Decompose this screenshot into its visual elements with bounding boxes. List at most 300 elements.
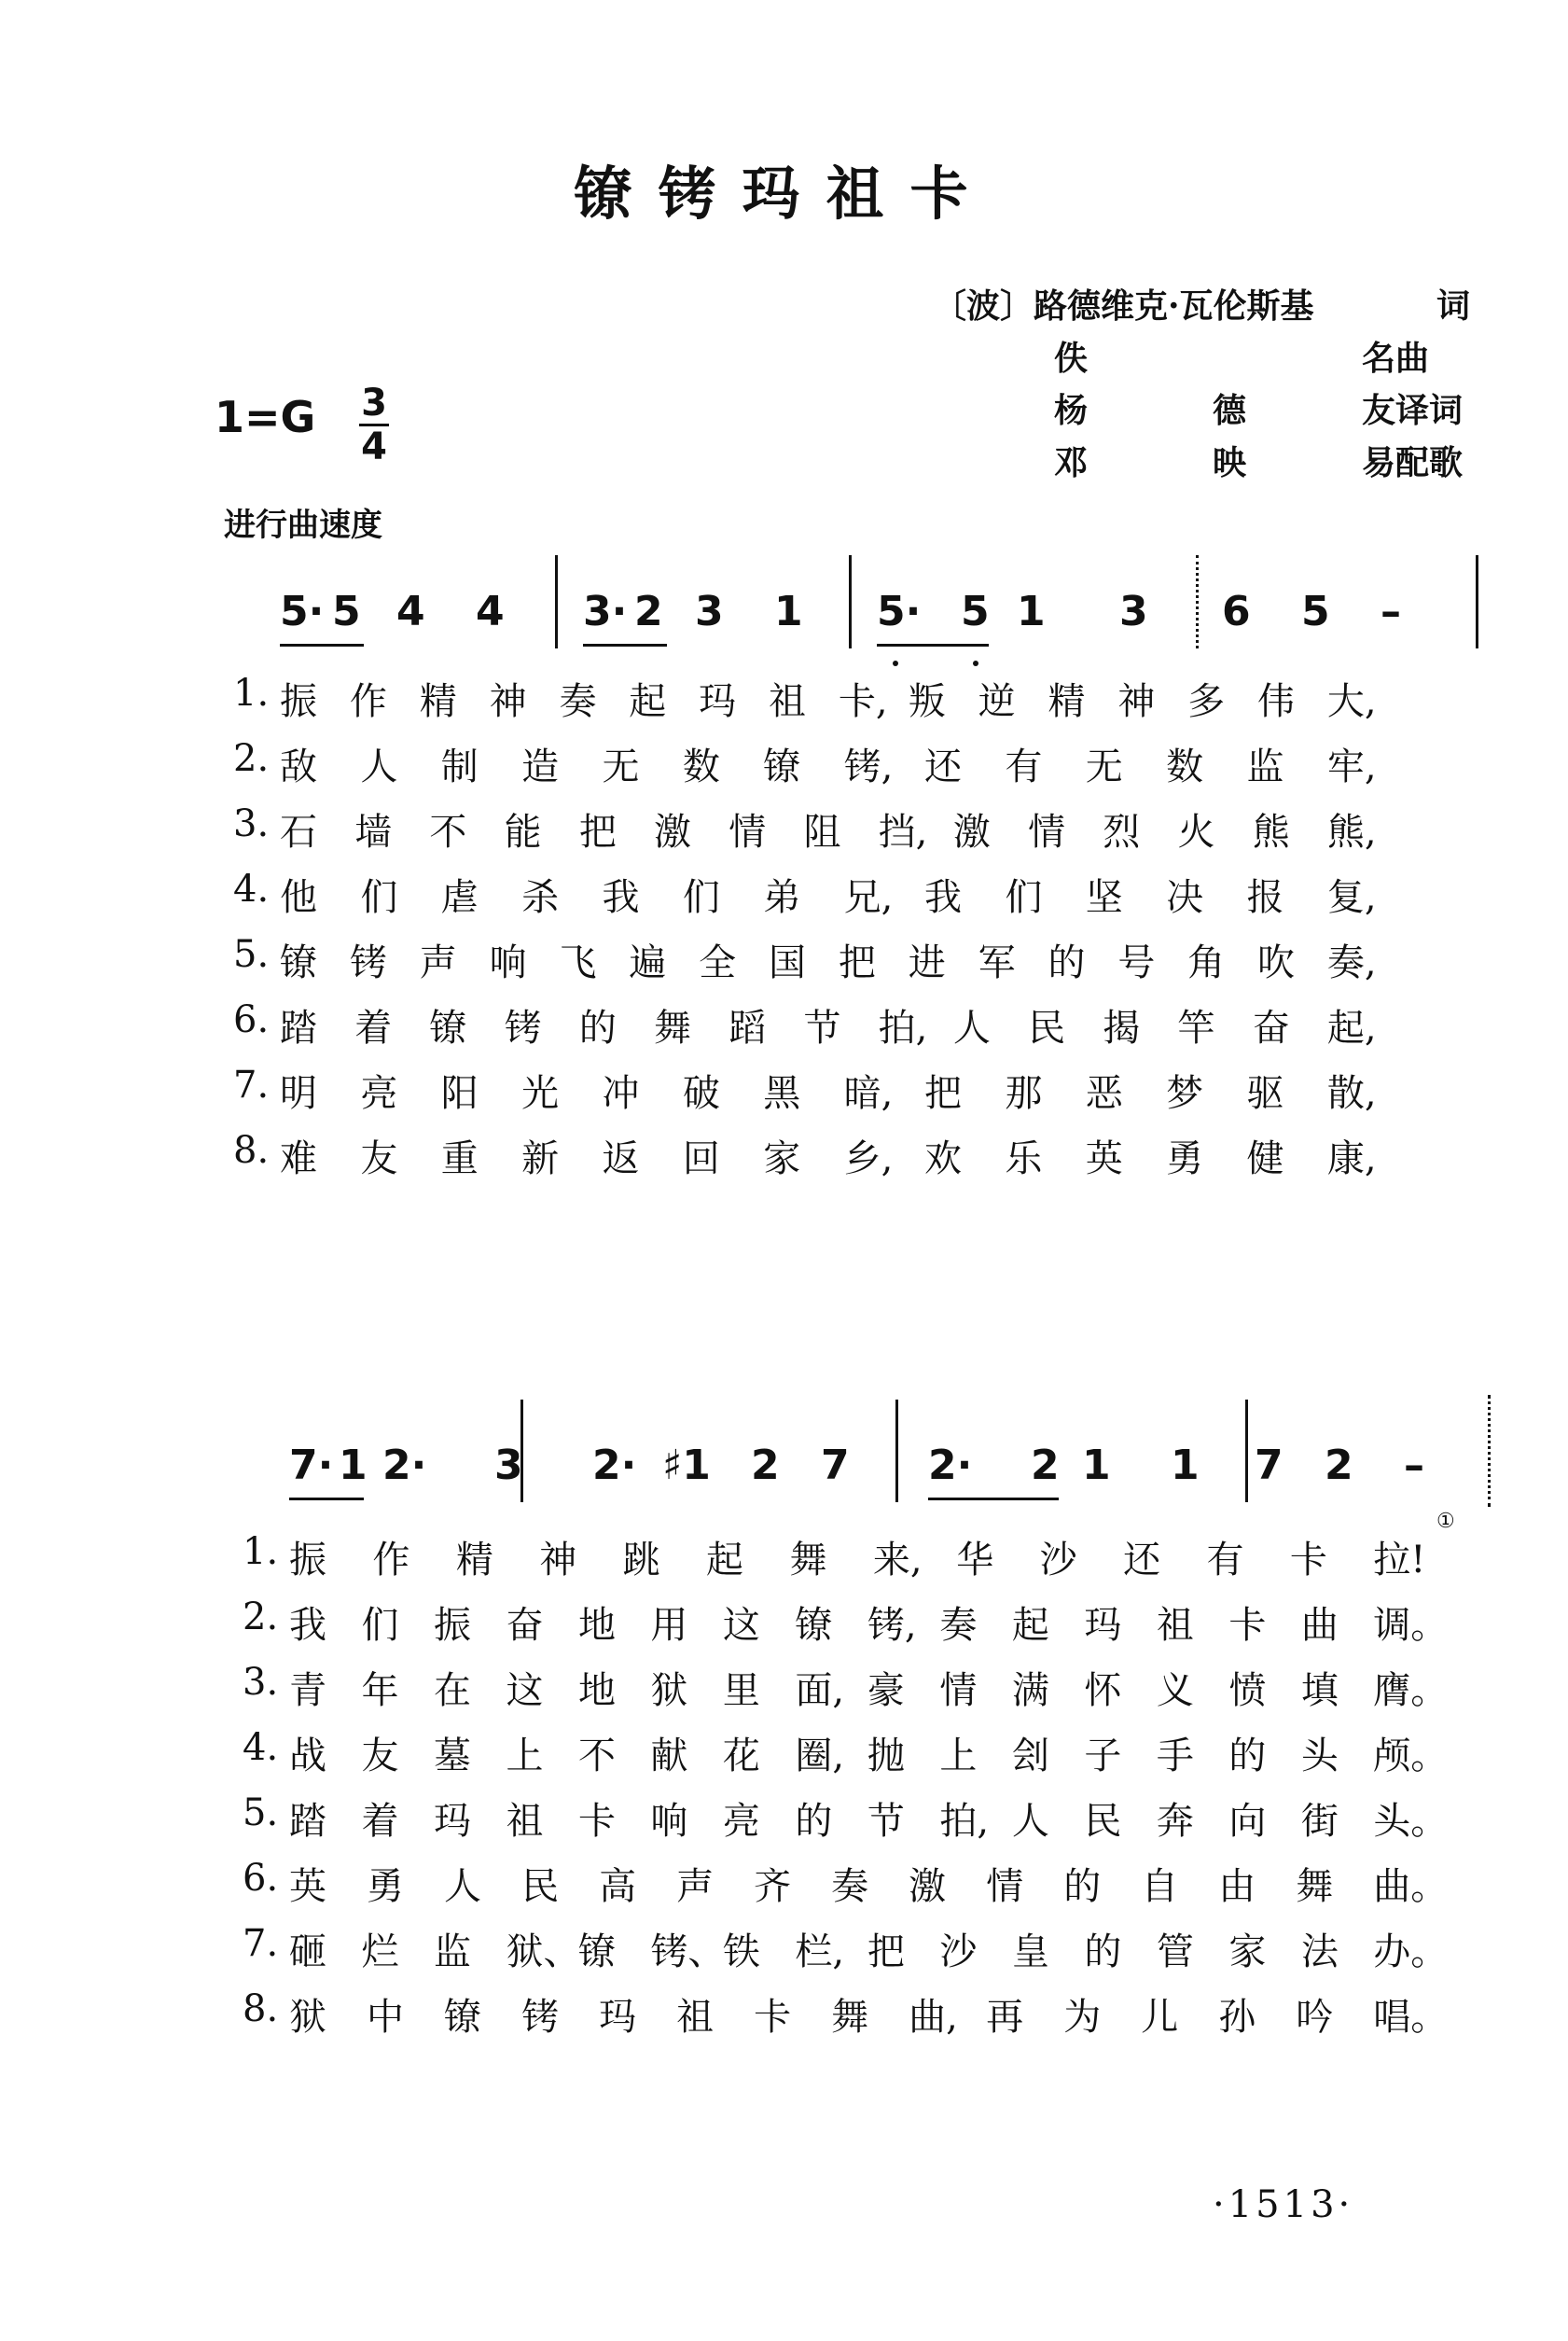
lyric-syllable: 国 [769,941,807,984]
lyric-syllable: 拍, [939,1800,990,1843]
lyric-syllable: 声 [676,1865,715,1908]
lyric-syllable: 返 [602,1137,640,1180]
lyric-syllable: 勇 [367,1865,405,1908]
lyric-syllable: 不 [429,811,467,854]
lyric-syllable: 决 [1166,876,1204,919]
lyric-syllable: 挡, [878,811,928,854]
lyric-syllable: 神 [539,1539,577,1582]
lyric-syllable: 伟 [1257,680,1296,723]
lyric-syllable: 们 [360,876,398,919]
lyric-syllable: 狱 [289,1996,326,2039]
verse-number: 7. [243,1922,279,1965]
lyric-syllable: 祖 [506,1800,544,1843]
lyric-syllable: 烂 [361,1930,399,1973]
note: 1 [339,1442,368,1489]
lyric-syllable: 坚 [1085,876,1123,919]
time-signature [359,383,389,467]
lyric-syllable: 恶 [1085,1072,1123,1115]
lyric-syllable: 舞 [789,1539,827,1582]
lyric-syllable: 皇 [1011,1930,1049,1973]
credit-translator [933,384,1492,437]
lyric-syllable: 振 [433,1604,471,1647]
lyric-syllable: 作 [372,1539,410,1582]
lyric-syllable: 数 [1166,745,1204,788]
lyric-syllable: 精 [419,680,457,723]
time-signature-top: 3 [361,382,387,425]
credit-translator-name-1: 杨 [1054,391,1089,430]
lyric-syllable: 家 [1228,1930,1267,1973]
notation-line-1 [0,588,1568,662]
lyric-syllable: 响 [489,941,527,984]
lyric-syllable: 多 [1187,680,1226,723]
lyric-syllable: 镣 [444,1996,482,2039]
lyric-syllable: 友 [361,1735,399,1777]
lyric-syllable: 街 [1300,1800,1339,1843]
lyric-syllable: 光 [521,1072,560,1115]
lyric-syllable: 号 [1117,941,1156,984]
lyric-syllable: 镣 [429,1007,467,1050]
lyric-syllable: 玛 [699,680,737,723]
lyric-syllable: 卡 [754,1996,792,2039]
lyric-syllable: 向 [1228,1800,1267,1843]
lyric-syllable: 这 [506,1669,544,1712]
lyric-syllable: 阻 [803,811,841,854]
lyric-syllable: 沙 [1039,1539,1077,1582]
lyric-line [0,1726,1568,1782]
lyric-syllable: 的 [1228,1735,1267,1777]
note: 4 [396,588,425,635]
note: 5 [332,588,361,635]
lyric-syllable: 舞 [1296,1865,1334,1908]
lyric-syllable: 面, [795,1669,845,1712]
lyric-syllable: 墙 [354,811,393,854]
lyric-syllable: 进 [908,941,946,984]
lyric-syllable: 石 [280,811,317,854]
lyric-syllable: 圈, [795,1735,845,1777]
song-title: 镣铐玛祖卡 [574,160,994,228]
lyric-syllable: 把 [578,811,617,854]
verse-number: 7. [233,1064,270,1107]
note: 2· [382,1442,427,1489]
lyric-syllable: 愤 [1228,1669,1267,1712]
lyric-syllable: 手 [1156,1735,1194,1777]
lyric-syllable: 全 [699,941,737,984]
verse-number: 8. [233,1129,270,1172]
note: 3· [583,588,628,635]
lyric-syllable: 回 [682,1137,720,1180]
lyric-syllable: 精 [1048,680,1086,723]
verse-number: 1. [233,672,270,715]
lyric-syllable: 监 [1246,745,1284,788]
lyric-syllable: 卡 [1289,1539,1327,1582]
lyric-syllable: 遍 [629,941,667,984]
lyric-syllable: 精 [455,1539,493,1582]
note: 1 [1082,1442,1111,1489]
note: 5· [280,588,325,635]
lyric-syllable: 难 [280,1137,317,1180]
lyric-syllable: 把 [867,1930,905,1973]
lyric-syllable: 舞 [831,1996,869,2039]
lyric-line [0,868,1568,924]
lyric-syllable: 冲 [602,1072,640,1115]
lyric-syllable: 着 [354,1007,393,1050]
lyric-syllable: 沙 [939,1930,978,1973]
lyric-syllable: 儿 [1141,1996,1179,2039]
verse-number: 4. [243,1726,279,1769]
lyric-syllable: 在 [433,1669,471,1712]
credit-composer-role: 名曲 [1362,339,1430,378]
verse-number: 8. [243,1987,279,2030]
lyric-syllable: 吟 [1296,1996,1334,2039]
lyric-syllable: 作 [349,680,387,723]
lyric-syllable: 着 [361,1800,399,1843]
lyric-syllable: 铐、 [650,1930,726,1973]
lyric-syllable: 砸 [289,1930,326,1973]
lyric-syllable: 再 [986,1996,1024,2039]
lyric-line [0,737,1568,793]
lyric-syllable: 铐, [867,1604,917,1647]
lyric-syllable: 曲。 [1373,1865,1449,1908]
lyric-syllable: 铐 [521,1996,560,2039]
lyric-syllable: 青 [289,1669,326,1712]
lyric-syllable: 抛 [867,1735,905,1777]
verse-number: 2. [243,1596,279,1638]
lyric-syllable: 熊, [1326,811,1377,854]
lyric-syllable: 花 [722,1735,760,1777]
note: 5 [1301,588,1330,635]
lyric-syllable: 阳 [440,1072,479,1115]
lyric-syllable: 曲 [1300,1604,1339,1647]
lyric-syllable: 牢, [1326,745,1377,788]
lyric-syllable: 自 [1141,1865,1179,1908]
lyric-syllable: 义 [1156,1669,1194,1712]
time-signature-bottom: 4 [361,425,387,468]
verse-number: 2. [233,737,270,780]
lyric-line [0,998,1568,1054]
lyric-syllable: 奏, [1326,941,1377,984]
lyric-syllable: 奋 [1252,1007,1290,1050]
lyric-syllable: 亮 [722,1800,760,1843]
lyric-syllable: 地 [577,1604,616,1647]
lyric-syllable: 我 [602,876,640,919]
lyric-syllable: 振 [289,1539,326,1582]
credit-composer [933,332,1492,384]
lyric-syllable: 我 [924,876,962,919]
lyric-syllable: 重 [440,1137,479,1180]
note: 2 [634,588,663,635]
note: 5· [877,588,922,635]
lyric-syllable: 还 [1123,1539,1161,1582]
lyric-syllable: 法 [1300,1930,1339,1973]
lyric-syllable: 叛 [908,680,946,723]
lyric-syllable: 办。 [1373,1930,1449,1973]
lyric-syllable: 大, [1326,680,1377,723]
lyric-syllable: 把 [838,941,876,984]
lyric-syllable: 镣 [763,745,801,788]
lyric-syllable: 奏 [559,680,597,723]
lyric-syllable: 满 [1011,1669,1049,1712]
lyric-syllable: 玛 [433,1800,471,1843]
footnote-mark: ① [1436,1510,1455,1533]
lyric-syllable: 监 [433,1930,471,1973]
lyric-syllable: 调。 [1373,1604,1449,1647]
lyric-syllable: 唱。 [1373,1996,1449,2039]
lyric-syllable: 卡 [577,1800,616,1843]
lyric-syllable: 怀 [1084,1669,1122,1712]
lyric-line [0,933,1568,989]
lyric-syllable: 起, [1326,1007,1377,1050]
lyric-syllable: 踏 [289,1800,326,1843]
verse-number: 1. [243,1530,279,1573]
lyric-syllable: 熊 [1252,811,1290,854]
lyric-syllable: 人 [1011,1800,1049,1843]
lyric-syllable: 镣 [280,941,317,984]
lyric-syllable: 情 [939,1669,978,1712]
lyric-syllable: 欢 [924,1137,962,1180]
lyric-syllable: 高 [599,1865,637,1908]
note: 3 [695,588,724,635]
verse-number: 3. [243,1661,279,1704]
lyric-syllable: 的 [1048,941,1086,984]
lyric-syllable: 卡 [1228,1604,1267,1647]
lyric-syllable: 报 [1246,876,1284,919]
lyric-syllable: 勇 [1166,1137,1204,1180]
note: 2 [1031,1442,1060,1489]
lyric-syllable: 那 [1005,1072,1043,1115]
lyric-syllable: 中 [367,1996,405,2039]
lyric-syllable: 膺。 [1373,1669,1449,1712]
lyric-line [0,1922,1568,1978]
verse-number: 5. [243,1791,279,1834]
note: 2· [592,1442,637,1489]
note: 7· [289,1442,334,1489]
lyric-syllable: 踏 [280,1007,317,1050]
lyric-syllable: 造 [521,745,560,788]
lyric-syllable: 声 [419,941,457,984]
lyric-syllable: 亮 [360,1072,398,1115]
lyric-syllable: 他 [280,876,317,919]
lyric-syllable: 民 [1084,1800,1122,1843]
note: ♯1 [662,1442,711,1489]
lyric-syllable: 把 [924,1072,962,1115]
lyric-syllable: 情 [728,811,767,854]
credit-arranger [933,437,1492,489]
lyric-syllable: 有 [1005,745,1043,788]
lyric-syllable: 复, [1326,876,1377,919]
lyric-syllable: 子 [1084,1735,1122,1777]
lyric-syllable: 豪 [867,1669,905,1712]
note: 1 [1017,588,1046,635]
lyric-syllable: 健 [1246,1137,1284,1180]
lyric-syllable: 角 [1187,941,1226,984]
lyric-syllable: 这 [722,1604,760,1647]
note: 2 [751,1442,780,1489]
tempo-marking: 进行曲速度 [224,507,382,544]
lyric-syllable: 起 [706,1539,744,1582]
lyric-syllable: 散, [1326,1072,1377,1115]
lyric-syllable: 齐 [754,1865,792,1908]
lyric-syllable: 激 [952,811,991,854]
lyric-syllable: 竿 [1177,1007,1215,1050]
lyric-syllable: 狱、 [506,1930,581,1973]
lyric-line [0,1661,1568,1717]
note: 7 [1255,1442,1284,1489]
lyric-syllable: 拉! [1373,1539,1426,1582]
lyric-syllable: 铐, [843,745,894,788]
note: – [1381,588,1401,635]
credits-block [933,280,1492,489]
credit-translator-role: 友译词 [1362,391,1464,430]
lyric-syllable: 的 [1084,1930,1122,1973]
lyric-syllable: 的 [578,1007,617,1050]
lyric-syllable: 揭 [1103,1007,1141,1050]
lyric-syllable: 乐 [1005,1137,1043,1180]
lyric-line [0,1596,1568,1651]
lyric-syllable: 虐 [440,876,479,919]
lyric-syllable: 地 [577,1669,616,1712]
lyric-syllable: 军 [978,941,1016,984]
lyric-syllable: 蹈 [728,1007,767,1050]
lyric-syllable: 神 [1117,680,1156,723]
lyric-syllable: 拍, [878,1007,928,1050]
lyric-syllable: 响 [650,1800,688,1843]
lyric-syllable: 敌 [280,745,317,788]
credit-composer-name: 佚 [1054,339,1089,378]
credit-translator-name-2: 德 [1213,391,1247,430]
lyric-syllable: 玛 [599,1996,637,2039]
credit-lyricist-role: 词 [1436,286,1471,326]
lyric-syllable: 振 [280,680,317,723]
lyric-line [0,1510,1568,1586]
lyric-syllable: 家 [763,1137,801,1180]
lyric-line [0,1129,1568,1185]
credit-arranger-name-2: 映 [1213,443,1247,482]
key-signature: 1=G [215,392,316,442]
lyric-syllable: 火 [1177,811,1215,854]
lyric-syllable: 镣 [795,1604,833,1647]
lyric-syllable: 激 [909,1865,947,1908]
lyric-syllable: 乡, [843,1137,894,1180]
lyric-syllable: 铁 [722,1930,760,1973]
notation-line-2 [0,1442,1568,1516]
lyric-syllable: 无 [1085,745,1123,788]
lyric-syllable: 头 [1300,1735,1339,1777]
lyric-line [0,672,1568,728]
lyric-syllable: 制 [440,745,479,788]
lyric-syllable: 栏, [795,1930,845,1973]
lyric-syllable: 弟 [763,876,801,919]
lyric-syllable: 情 [1028,811,1066,854]
lyric-syllable: 奏 [831,1865,869,1908]
credit-arranger-role: 易配歌 [1362,443,1464,482]
lyric-syllable: 能 [504,811,542,854]
lyric-syllable: 杀 [521,876,560,919]
lyric-syllable: 为 [1063,1996,1102,2039]
lyric-syllable: 用 [650,1604,688,1647]
lyric-syllable: 人 [360,745,398,788]
lyric-syllable: 激 [654,811,692,854]
lyric-syllable: 友 [360,1137,398,1180]
verse-number: 5. [233,933,270,976]
lyric-syllable: 战 [289,1735,326,1777]
lyric-syllable: 舞 [654,1007,692,1050]
lyric-syllable: 我 [289,1604,326,1647]
lyric-syllable: 来, [872,1539,923,1582]
lyric-syllable: 刽 [1011,1735,1049,1777]
lyric-syllable: 破 [682,1072,720,1115]
lyric-syllable: 康, [1326,1137,1377,1180]
note: 6 [1222,588,1251,635]
lyric-syllable: 烈 [1103,811,1141,854]
lyric-syllable: 梦 [1166,1072,1204,1115]
lyric-line [0,1064,1568,1120]
lyric-syllable: 跳 [622,1539,660,1582]
lyric-syllable: 新 [521,1137,560,1180]
note: 3 [1119,588,1148,635]
verse-number: 6. [243,1857,279,1900]
lyric-line [0,1791,1568,1847]
lyric-syllable: 狱 [650,1669,688,1712]
lyric-syllable: 卡, [838,680,888,723]
lyric-syllable: 人 [444,1865,482,1908]
verse-number: 4. [233,868,270,911]
lyric-syllable: 年 [361,1669,399,1712]
verse-number: 3. [233,802,270,845]
lyric-syllable: 的 [1063,1865,1102,1908]
lyric-syllable: 逆 [978,680,1016,723]
lyric-syllable: 颅。 [1373,1735,1449,1777]
lyric-syllable: 节 [867,1800,905,1843]
lyric-syllable: 黑 [763,1072,801,1115]
lyric-syllable: 人 [952,1007,991,1050]
lyric-syllable: 们 [361,1604,399,1647]
lyric-syllable: 英 [289,1865,326,1908]
lyric-syllable: 上 [506,1735,544,1777]
lyric-syllable: 吹 [1257,941,1296,984]
lyric-syllable: 奔 [1156,1800,1194,1843]
lyric-syllable: 起 [1011,1604,1049,1647]
lyric-syllable: 奋 [506,1604,544,1647]
note: – [1404,1442,1424,1489]
lyric-syllable: 铐 [504,1007,542,1050]
lyric-syllable: 们 [1005,876,1043,919]
lyric-line [0,1987,1568,2043]
lyric-syllable: 有 [1206,1539,1244,1582]
credit-lyricist [933,280,1492,332]
note: 1 [774,588,803,635]
lyric-syllable: 明 [280,1072,317,1115]
lyric-syllable: 还 [924,745,962,788]
credit-lyricist-name: 〔波〕路德维克·瓦伦斯基 [933,286,1314,326]
lyric-syllable: 祖 [1156,1604,1194,1647]
lyric-syllable: 起 [629,680,667,723]
lyric-syllable: 暗, [843,1072,894,1115]
lyric-syllable: 奏 [939,1604,978,1647]
lyric-syllable: 铐 [349,941,387,984]
lyric-syllable: 飞 [559,941,597,984]
lyric-syllable: 镣 [577,1930,616,1973]
lyric-syllable: 填 [1300,1669,1339,1712]
lyric-syllable: 祖 [769,680,807,723]
lyric-syllable: 孙 [1218,1996,1256,2039]
lyric-syllable: 无 [602,745,640,788]
page-number: ·1513· [1213,2183,1354,2226]
lyric-syllable: 玛 [1084,1604,1122,1647]
lyric-syllable: 华 [956,1539,994,1582]
lyric-syllable: 不 [577,1735,616,1777]
lyric-syllable: 曲, [909,1996,958,2039]
lyric-syllable: 民 [1028,1007,1066,1050]
